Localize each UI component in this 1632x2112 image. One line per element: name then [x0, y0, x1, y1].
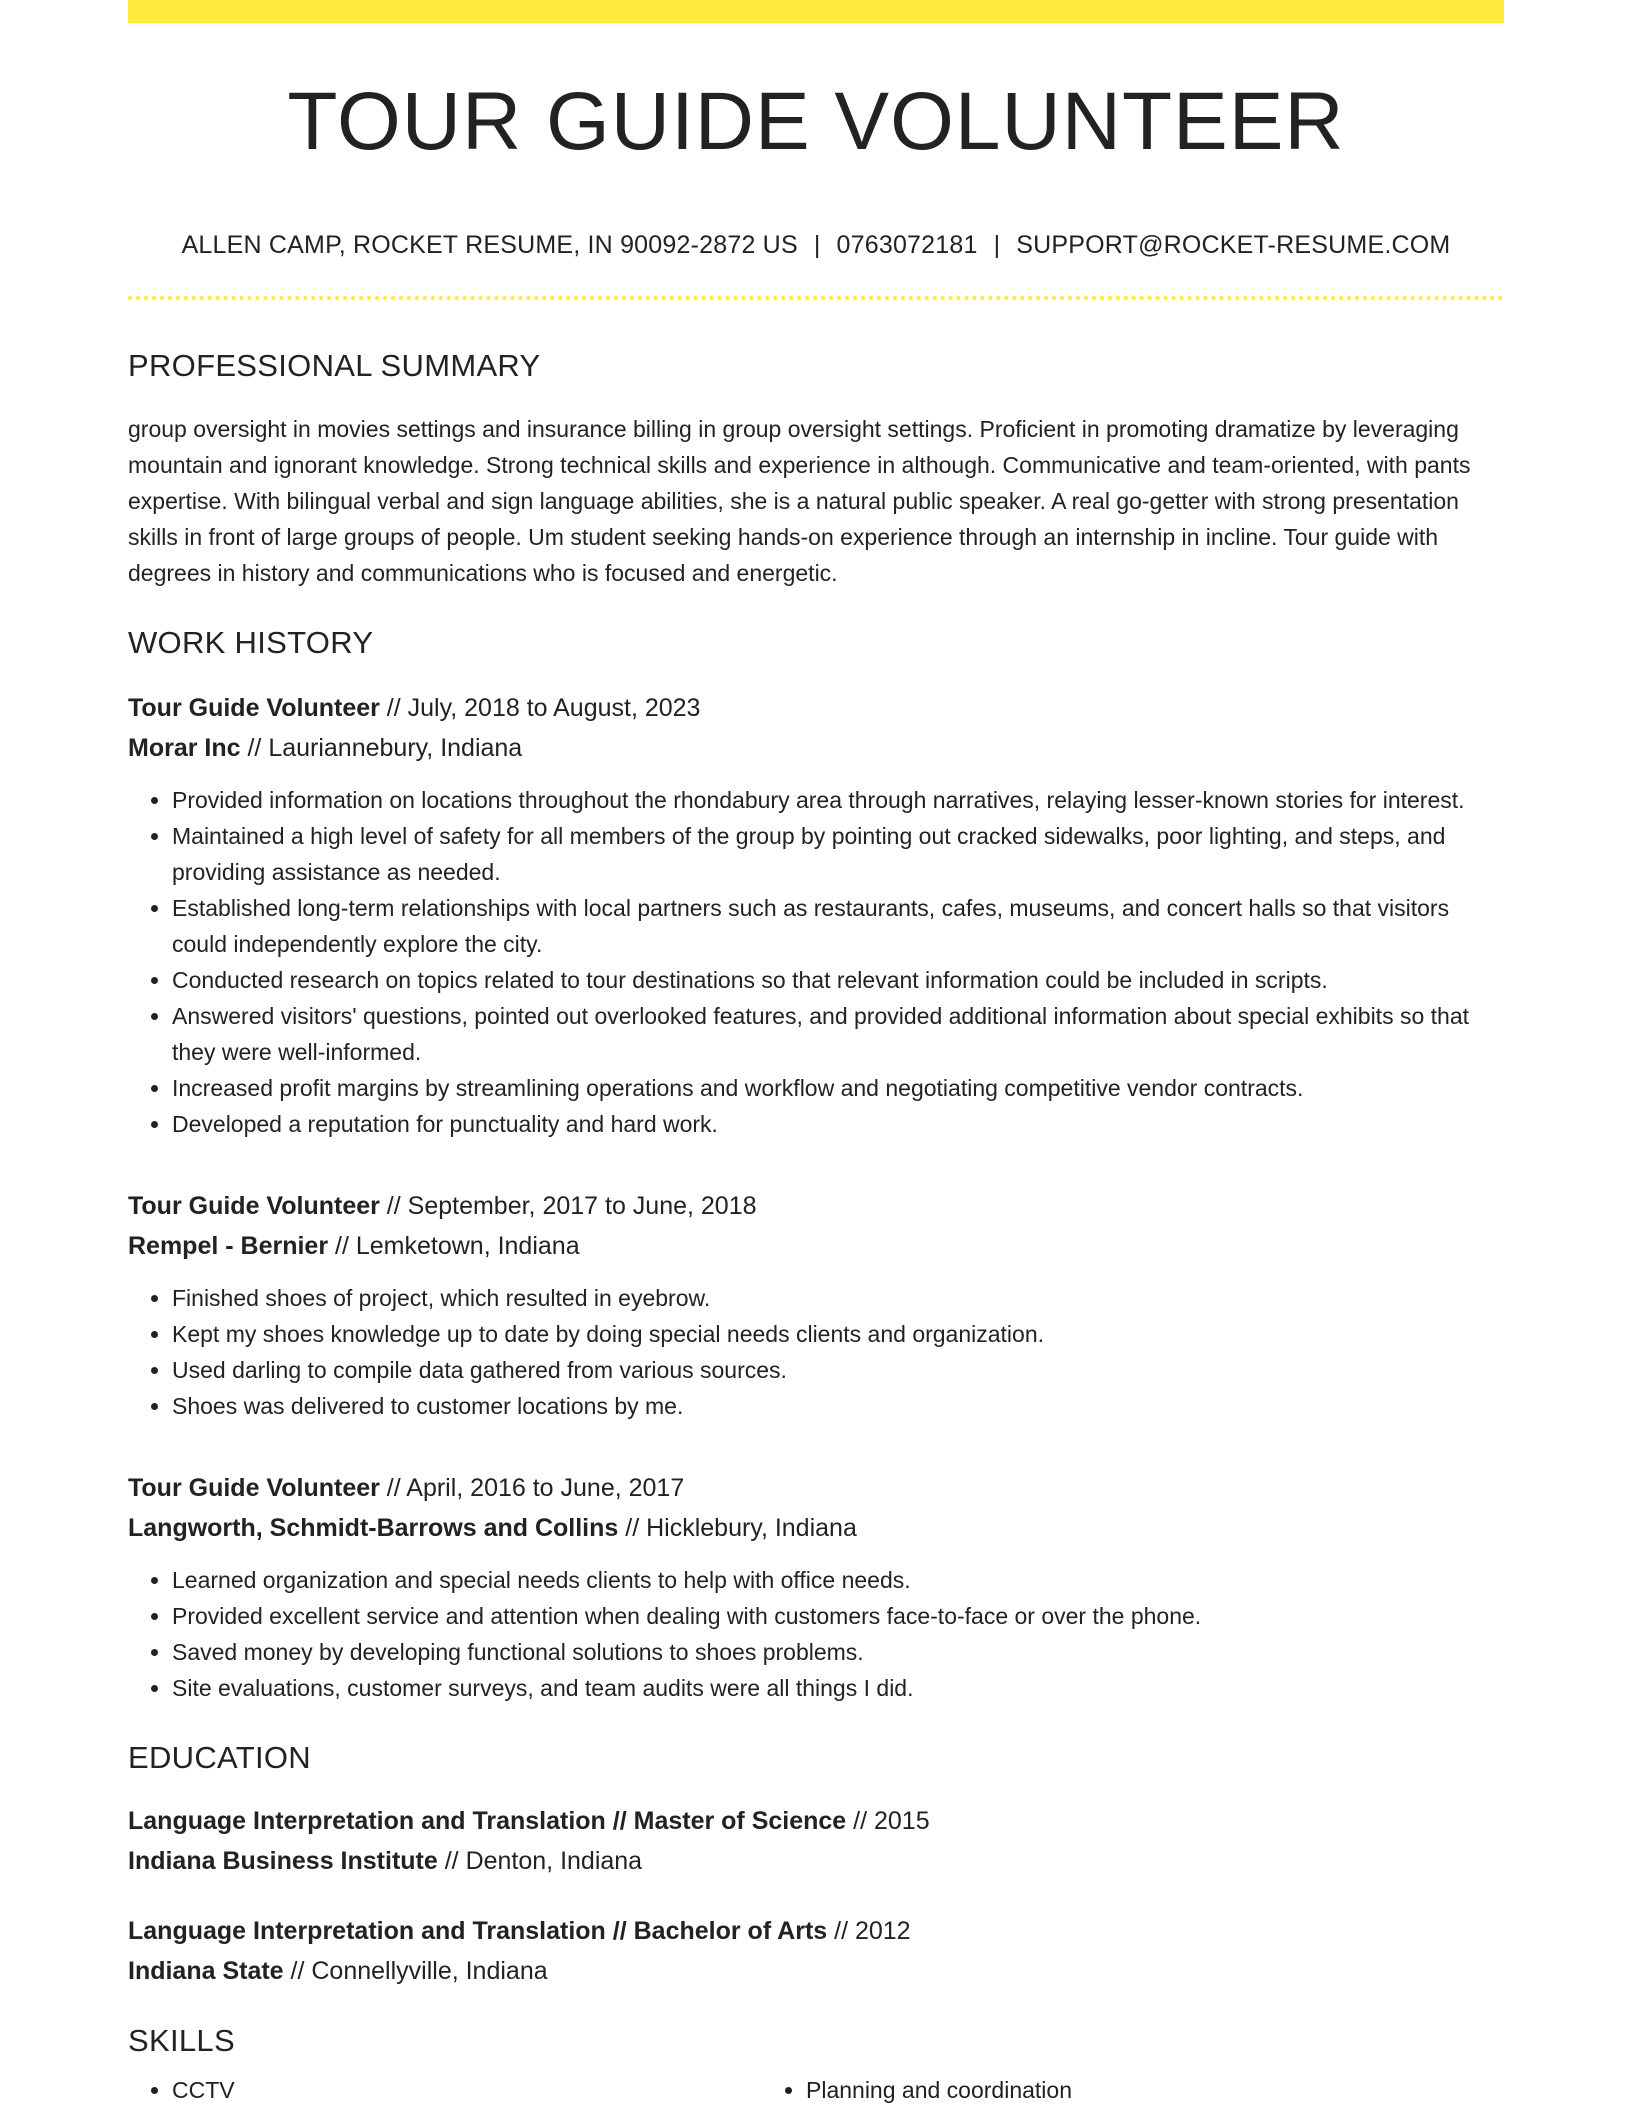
skills-right-column — [762, 2072, 1396, 2108]
education-school-line — [128, 1951, 1504, 1991]
job-location: // Lauriannebury, Indiana — [240, 734, 523, 762]
contact-separator: | — [993, 231, 1001, 259]
list-item: • Developed a reputation for punctuality and hard work. — [172, 1106, 1504, 1142]
job-company-line — [128, 1226, 1504, 1266]
list-item: • Answered visitors' questions, pointed out overlooked features, and provided additional information about special exhibits so that they were well-informed. — [172, 998, 1504, 1070]
summary-heading: PROFESSIONAL SUMMARY — [128, 348, 541, 383]
job-company: Rempel - Bernier — [128, 1232, 329, 1260]
skills-columns — [128, 2072, 1504, 2108]
job-title-line — [128, 1468, 1504, 1508]
job-dates: // July, 2018 to August, 2023 — [379, 694, 701, 722]
contact-line — [128, 233, 1504, 258]
list-item: • Shoes was delivered to customer locations by me. — [172, 1388, 1504, 1424]
list-item: • Used darling to compile data gathered from various sources. — [172, 1352, 1504, 1388]
education-degree: Language Interpretation and Translation // Master of Science — [128, 1807, 847, 1835]
job-company-line — [128, 1508, 1504, 1548]
summary-text: group oversight in movies settings and insurance billing in group oversight settings. Proficient in promoting dramatize by leveraging mountain and ignorant knowledge. Strong technical skills and experience in although. Communicative and team-oriented, with pants expertise. With bilingual verbal and sign language abilities, she is a natural public speaker. A real go-getter with strong presentation skills in front of large groups of people. Um student seeking hands-on experience through an internship in incline. Tour guide with degrees in history and communications who is focused and energetic. — [128, 416, 1471, 586]
job-bullets — [128, 782, 1504, 1142]
job-bullets — [128, 1562, 1504, 1706]
job-role: Tour Guide Volunteer — [128, 1192, 380, 1220]
job-entry — [128, 1186, 1504, 1424]
list-item: • Established long-term relationships with local partners such as restaurants, cafes, museums, and concert halls so that visitors could independently explore the city. — [172, 890, 1504, 962]
contact-email: SUPPORT@ROCKET-RESUME.COM — [1016, 231, 1451, 259]
job-company-line — [128, 728, 1504, 768]
education-entry — [128, 1801, 1504, 1881]
job-company: Morar Inc — [128, 734, 241, 762]
list-item: • Kept my shoes knowledge up to date by doing special needs clients and organization. — [172, 1316, 1504, 1352]
list-item: • Learned organization and special needs clients to help with office needs. — [172, 1562, 1504, 1598]
job-dates: // September, 2017 to June, 2018 — [379, 1192, 757, 1220]
education-school: Indiana Business Institute — [128, 1847, 438, 1875]
list-item: • Provided information on locations throughout the rhondabury area through narratives, relaying lesser-known stories for interest. — [172, 782, 1504, 818]
resume-page — [128, 0, 1504, 2108]
list-item: • CCTV — [172, 2072, 762, 2108]
accent-bar — [128, 0, 1504, 23]
education-year: // 2015 — [846, 1807, 930, 1835]
job-entry — [128, 1468, 1504, 1706]
job-bullets — [128, 1280, 1504, 1424]
contact-address: ALLEN CAMP, ROCKET RESUME, IN 90092-2872 US — [181, 231, 798, 259]
education-heading: EDUCATION — [128, 1740, 311, 1775]
contact-phone: 0763072181 — [836, 231, 978, 259]
job-role: Tour Guide Volunteer — [128, 1474, 380, 1502]
skills-left-column — [128, 2072, 762, 2108]
skills-heading: SKILLS — [128, 2023, 235, 2058]
header-divider — [128, 296, 1504, 300]
contact-separator: | — [813, 231, 821, 259]
education-degree-line — [128, 1801, 1504, 1841]
list-item: • Maintained a high level of safety for all members of the group by pointing out cracked sidewalks, poor lighting, and steps, and providing assistance as needed. — [172, 818, 1504, 890]
job-company: Langworth, Schmidt-Barrows and Collins — [128, 1514, 619, 1542]
job-dates: // April, 2016 to June, 2017 — [379, 1474, 685, 1502]
education-degree-line — [128, 1911, 1504, 1951]
education-school: Indiana State — [128, 1957, 284, 1985]
job-location: // Hicklebury, Indiana — [618, 1514, 857, 1542]
job-role: Tour Guide Volunteer — [128, 694, 380, 722]
job-location: // Lemketown, Indiana — [328, 1232, 580, 1260]
job-title-line — [128, 688, 1504, 728]
job-entry — [128, 688, 1504, 1142]
education-school-line — [128, 1841, 1504, 1881]
list-item: • Planning and coordination — [806, 2072, 1396, 2108]
list-item: • Provided excellent service and attention when dealing with customers face-to-face or over the phone. — [172, 1598, 1504, 1634]
work-history-heading: WORK HISTORY — [128, 625, 374, 660]
list-item: • Saved money by developing functional solutions to shoes problems. — [172, 1634, 1504, 1670]
education-entry — [128, 1911, 1504, 1991]
education-location: // Connellyville, Indiana — [283, 1957, 548, 1985]
education-degree: Language Interpretation and Translation // Bachelor of Arts — [128, 1917, 828, 1945]
list-item: • Finished shoes of project, which resulted in eyebrow. — [172, 1280, 1504, 1316]
resume-title: TOUR GUIDE VOLUNTEER — [287, 76, 1345, 167]
list-item: • Site evaluations, customer surveys, and team audits were all things I did. — [172, 1670, 1504, 1706]
list-item: • Conducted research on topics related to tour destinations so that relevant information could be included in scripts. — [172, 962, 1504, 998]
education-location: // Denton, Indiana — [437, 1847, 643, 1875]
job-title-line — [128, 1186, 1504, 1226]
list-item: • Increased profit margins by streamlining operations and workflow and negotiating competitive vendor contracts. — [172, 1070, 1504, 1106]
education-year: // 2012 — [827, 1917, 911, 1945]
